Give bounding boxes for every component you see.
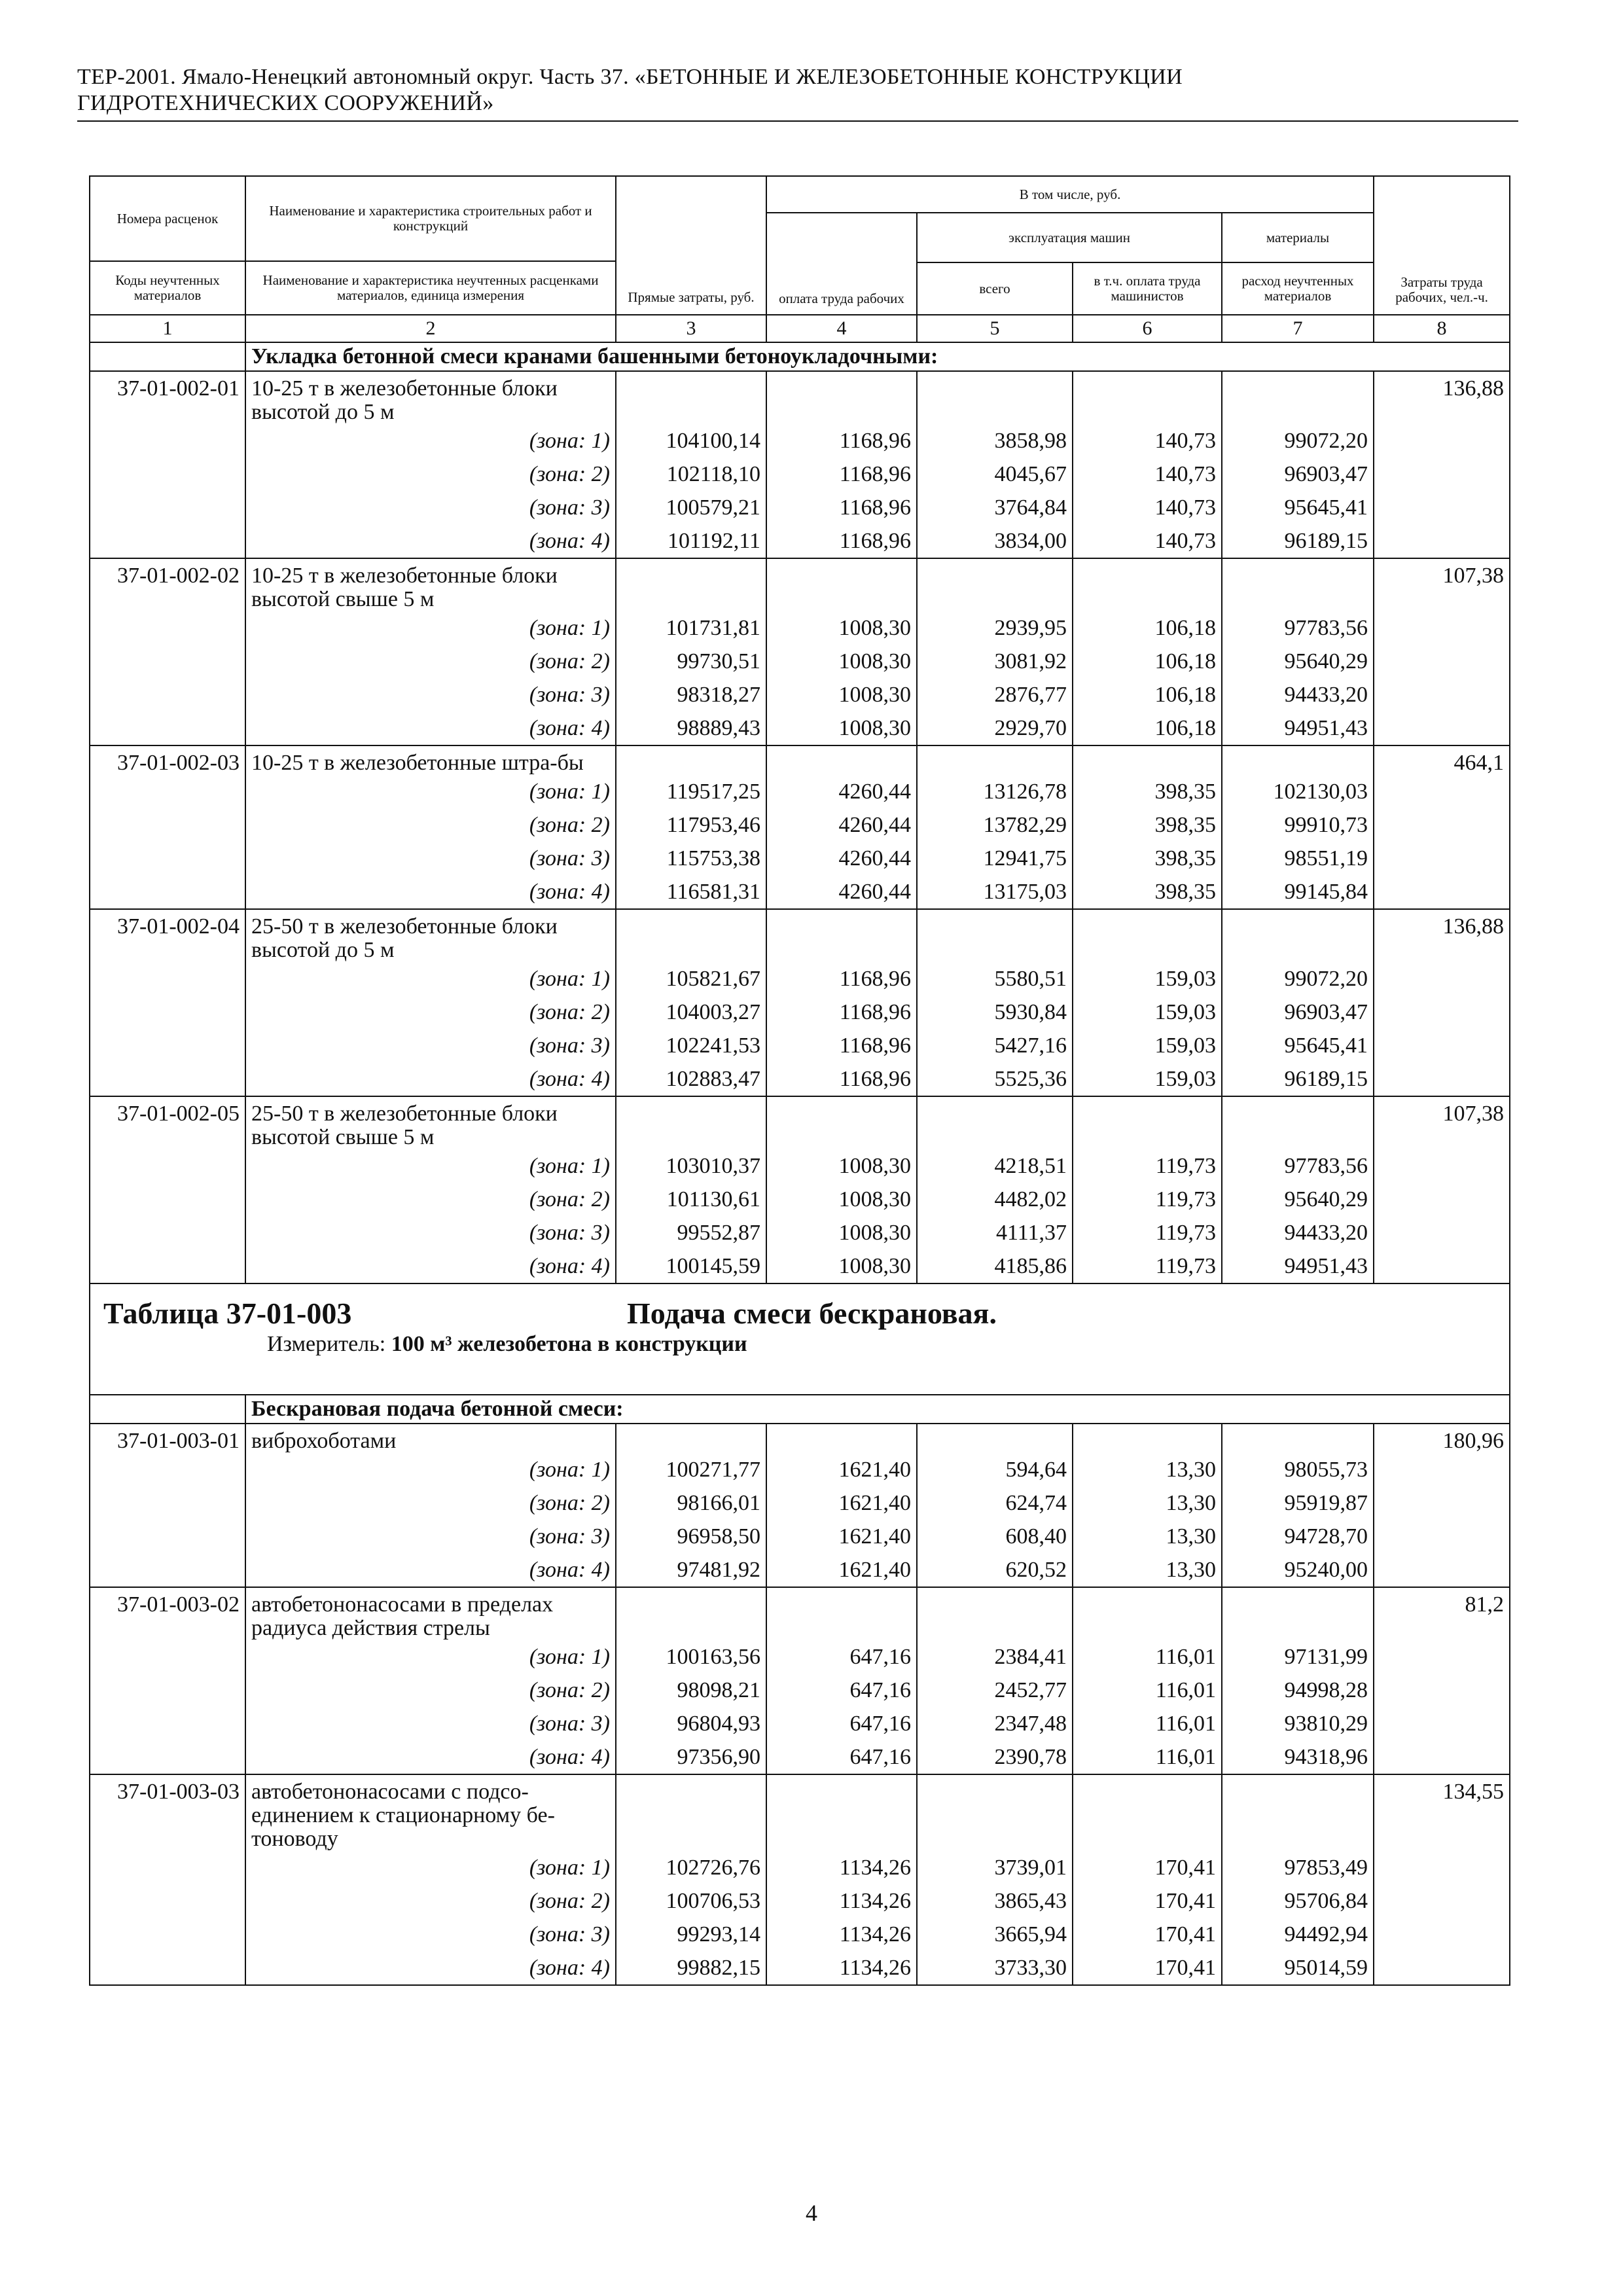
direct-cost: 101731,81 [616,611,766,645]
machines-total: 3764,84 [917,491,1073,524]
worker-pay: 1134,26 [766,1951,917,1985]
direct-cost: 100706,53 [616,1884,766,1918]
rate-description: 10-25 т в железобетонные штра-бы [245,745,616,775]
materials-cost: 95640,29 [1222,645,1374,678]
zone-row [90,491,1510,524]
machines-total: 4482,02 [917,1183,1073,1216]
operators-pay: 140,73 [1073,424,1222,457]
meter-value: 100 м³ железобетона в конструкции [391,1332,747,1356]
direct-cost: 100163,56 [616,1640,766,1674]
rate-row [90,558,1510,611]
labor-hours: 136,88 [1374,909,1510,962]
zone-label: (зона: 3) [245,1918,616,1951]
zone-row [90,645,1510,678]
machines-total: 624,74 [917,1486,1073,1520]
col7-header: расход неучтенных материалов [1222,262,1374,315]
materials-cost: 98055,73 [1222,1453,1374,1486]
operators-pay: 116,01 [1073,1674,1222,1707]
zone-row [90,808,1510,842]
zone-row [90,1486,1510,1520]
materials-cost: 94951,43 [1222,711,1374,745]
direct-cost: 96804,93 [616,1707,766,1740]
worker-pay: 1008,30 [766,1183,917,1216]
zone-label: (зона: 2) [245,996,616,1029]
col6-header: в т.ч. оплата труда машинистов [1073,262,1222,315]
worker-pay: 1168,96 [766,1062,917,1096]
machines-total: 2929,70 [917,711,1073,745]
zone-label: (зона: 3) [245,678,616,711]
materials-cost: 94318,96 [1222,1740,1374,1774]
operators-pay: 116,01 [1073,1740,1222,1774]
zone-label: (зона: 4) [245,711,616,745]
operators-pay: 119,73 [1073,1249,1222,1283]
operators-pay: 119,73 [1073,1149,1222,1183]
machines-total: 2384,41 [917,1640,1073,1674]
worker-pay: 647,16 [766,1674,917,1707]
zone-label: (зона: 1) [245,1453,616,1486]
direct-cost: 115753,38 [616,842,766,875]
col-number: 6 [1073,315,1222,342]
zone-label: (зона: 1) [245,962,616,996]
meter-line [103,1331,1496,1360]
zone-row [90,1216,1510,1249]
rate-row [90,371,1510,424]
rate-code: 37-01-002-02 [90,558,245,611]
machines-total: 13782,29 [917,808,1073,842]
zone-label: (зона: 2) [245,1183,616,1216]
machines-total: 2347,48 [917,1707,1073,1740]
direct-cost: 102241,53 [616,1029,766,1062]
direct-cost: 99730,51 [616,645,766,678]
rate-code: 37-01-002-01 [90,371,245,424]
zone-label: (зона: 1) [245,424,616,457]
zone-row [90,1249,1510,1283]
direct-cost: 117953,46 [616,808,766,842]
col-number: 2 [245,315,616,342]
direct-cost: 96958,50 [616,1520,766,1553]
machines-total: 608,40 [917,1520,1073,1553]
worker-pay: 1134,26 [766,1918,917,1951]
zone-label: (зона: 1) [245,775,616,808]
machines-total: 3865,43 [917,1884,1073,1918]
col-number: 4 [766,315,917,342]
zone-row [90,1674,1510,1707]
labor-hours: 464,1 [1374,745,1510,775]
zone-row [90,1640,1510,1674]
rate-code: 37-01-002-05 [90,1096,245,1149]
direct-cost: 103010,37 [616,1149,766,1183]
direct-cost: 98889,43 [616,711,766,745]
zone-row [90,524,1510,558]
worker-pay: 1168,96 [766,524,917,558]
operators-pay: 170,41 [1073,1851,1222,1884]
rate-row [90,1587,1510,1640]
materials-cost: 94998,28 [1222,1674,1374,1707]
materials-cost: 95645,41 [1222,1029,1374,1062]
zone-row [90,1918,1510,1951]
operators-pay: 398,35 [1073,775,1222,808]
materials-cost: 102130,03 [1222,775,1374,808]
labor-hours: 81,2 [1374,1587,1510,1640]
direct-cost: 105821,67 [616,962,766,996]
materials-cost: 96189,15 [1222,1062,1374,1096]
zone-row [90,1453,1510,1486]
worker-pay: 1168,96 [766,1029,917,1062]
worker-pay: 1168,96 [766,996,917,1029]
operators-pay: 106,18 [1073,645,1222,678]
direct-cost: 116581,31 [616,875,766,909]
machines-total: 13126,78 [917,775,1073,808]
worker-pay: 1008,30 [766,645,917,678]
machines-total: 4218,51 [917,1149,1073,1183]
worker-pay: 1168,96 [766,457,917,491]
materials-cost: 99910,73 [1222,808,1374,842]
materials-cost: 97783,56 [1222,1149,1374,1183]
materials-cost: 98551,19 [1222,842,1374,875]
labor-hours: 107,38 [1374,558,1510,611]
section-title: Укладка бетонной смеси кранами башенными бетоноукладочными: [245,342,1510,371]
materials-header: материалы [1222,213,1374,262]
operators-pay: 398,35 [1073,842,1222,875]
col-number: 7 [1222,315,1374,342]
operators-pay: 116,01 [1073,1640,1222,1674]
header-line-1: ТЕР-2001. Ямало-Ненецкий автономный округ. Часть 37. «БЕТОННЫЕ И ЖЕЛЕЗОБЕТОННЫЕ КОНСТРУКЦИИ [77,65,1183,89]
section-row [90,342,1510,371]
machines-total: 2452,77 [917,1674,1073,1707]
zone-row [90,1951,1510,1985]
machines-total: 2876,77 [917,678,1073,711]
rate-code: 37-01-003-01 [90,1424,245,1453]
operators-pay: 170,41 [1073,1951,1222,1985]
rate-description: виброхоботами [245,1424,616,1453]
zone-row [90,996,1510,1029]
labor-hours: 134,55 [1374,1774,1510,1851]
operators-pay: 13,30 [1073,1453,1222,1486]
machines-total: 3081,92 [917,645,1073,678]
zone-label: (зона: 3) [245,842,616,875]
zone-row [90,875,1510,909]
rate-code: 37-01-002-03 [90,745,245,775]
operators-pay: 119,73 [1073,1183,1222,1216]
direct-cost: 100271,77 [616,1453,766,1486]
operators-pay: 170,41 [1073,1918,1222,1951]
zone-row [90,424,1510,457]
direct-cost: 99882,15 [616,1951,766,1985]
machines-total: 4111,37 [917,1216,1073,1249]
zone-row [90,611,1510,645]
direct-cost: 104100,14 [616,424,766,457]
worker-pay: 4260,44 [766,875,917,909]
operators-pay: 116,01 [1073,1707,1222,1740]
materials-cost: 95640,29 [1222,1183,1374,1216]
zone-row [90,1520,1510,1553]
machines-total: 5580,51 [917,962,1073,996]
machines-total: 4185,86 [917,1249,1073,1283]
zone-label: (зона: 1) [245,611,616,645]
zone-row [90,1851,1510,1884]
zone-row [90,1029,1510,1062]
col4-header: оплата труда рабочих [766,213,917,315]
machines-total: 2390,78 [917,1740,1073,1774]
direct-cost: 101192,11 [616,524,766,558]
worker-pay: 4260,44 [766,808,917,842]
rate-description: 25-50 т в железобетонные блоки высотой до 5 м [245,909,616,962]
machines-total: 594,64 [917,1453,1073,1486]
worker-pay: 1008,30 [766,711,917,745]
zone-label: (зона: 4) [245,1951,616,1985]
machines-total: 5930,84 [917,996,1073,1029]
operators-pay: 159,03 [1073,1029,1222,1062]
zone-label: (зона: 4) [245,1062,616,1096]
zone-label: (зона: 4) [245,1553,616,1587]
section-row [90,1395,1510,1424]
worker-pay: 1008,30 [766,1249,917,1283]
materials-cost: 94951,43 [1222,1249,1374,1283]
header-line-2: ГИДРОТЕХНИЧЕСКИХ СООРУЖЕНИЙ» [77,91,494,115]
rate-description: 25-50 т в железобетонные блоки высотой свыше 5 м [245,1096,616,1149]
zone-row [90,1740,1510,1774]
materials-cost: 94433,20 [1222,678,1374,711]
machines-total: 3665,94 [917,1918,1073,1951]
materials-cost: 95240,00 [1222,1553,1374,1587]
materials-cost: 96903,47 [1222,996,1374,1029]
labor-hours: 107,38 [1374,1096,1510,1149]
worker-pay: 647,16 [766,1740,917,1774]
worker-pay: 1008,30 [766,678,917,711]
worker-pay: 1134,26 [766,1851,917,1884]
materials-cost: 97131,99 [1222,1640,1374,1674]
table-title-row [90,1283,1510,1395]
zone-row [90,1707,1510,1740]
materials-cost: 95645,41 [1222,491,1374,524]
zone-label: (зона: 2) [245,457,616,491]
labor-hours: 180,96 [1374,1424,1510,1453]
col8-header: Затраты труда рабочих, чел.-ч. [1374,176,1510,315]
rate-row [90,1774,1510,1851]
meter-label: Измеритель: [267,1332,386,1356]
worker-pay: 1168,96 [766,491,917,524]
worker-pay: 1134,26 [766,1884,917,1918]
col-number: 3 [616,315,766,342]
zone-row [90,1183,1510,1216]
col-number: 5 [917,315,1073,342]
direct-cost: 97481,92 [616,1553,766,1587]
materials-cost: 93810,29 [1222,1707,1374,1740]
zone-label: (зона: 2) [245,645,616,678]
materials-cost: 99145,84 [1222,875,1374,909]
machines-total: 3739,01 [917,1851,1073,1884]
zone-label: (зона: 3) [245,1520,616,1553]
zone-label: (зона: 4) [245,875,616,909]
direct-cost: 102726,76 [616,1851,766,1884]
zone-row [90,678,1510,711]
zone-label: (зона: 4) [245,1249,616,1283]
worker-pay: 647,16 [766,1707,917,1740]
machines-total: 2939,95 [917,611,1073,645]
zone-label: (зона: 2) [245,1674,616,1707]
direct-cost: 100579,21 [616,491,766,524]
operators-pay: 140,73 [1073,491,1222,524]
materials-cost: 95919,87 [1222,1486,1374,1520]
materials-cost: 96189,15 [1222,524,1374,558]
direct-cost: 99552,87 [616,1216,766,1249]
worker-pay: 1621,40 [766,1520,917,1553]
zone-row [90,457,1510,491]
materials-cost: 97853,49 [1222,1851,1374,1884]
operators-pay: 159,03 [1073,1062,1222,1096]
operators-pay: 398,35 [1073,875,1222,909]
zone-row [90,775,1510,808]
zone-row [90,1062,1510,1096]
direct-cost: 98098,21 [616,1674,766,1707]
operators-pay: 159,03 [1073,996,1222,1029]
materials-cost: 95706,84 [1222,1884,1374,1918]
col3-header: Прямые затраты, руб. [616,176,766,315]
worker-pay: 1621,40 [766,1553,917,1587]
zone-row [90,1149,1510,1183]
col2-header: Наименование и характеристика строительных работ и конструкций Наименование и характеристика неучтенных расценками материалов, единица измерения [245,176,616,315]
operators-pay: 140,73 [1073,524,1222,558]
materials-cost: 94433,20 [1222,1216,1374,1249]
direct-cost: 119517,25 [616,775,766,808]
col-number: 8 [1374,315,1510,342]
zone-label: (зона: 4) [245,1740,616,1774]
operators-pay: 398,35 [1073,808,1222,842]
zone-label: (зона: 2) [245,808,616,842]
page-header [77,64,1518,122]
machines-total: 12941,75 [917,842,1073,875]
zone-label: (зона: 3) [245,1707,616,1740]
table-number: Таблица 37-01-003 [103,1297,352,1330]
direct-cost: 99293,14 [616,1918,766,1951]
zone-label: (зона: 3) [245,1029,616,1062]
direct-cost: 102118,10 [616,457,766,491]
rate-description: 10-25 т в железобетонные блоки высотой до 5 м [245,371,616,424]
worker-pay: 1008,30 [766,1149,917,1183]
labor-hours: 136,88 [1374,371,1510,424]
table-title: Подача смеси бескрановая. [627,1297,997,1330]
operators-pay: 13,30 [1073,1520,1222,1553]
zone-label: (зона: 3) [245,1216,616,1249]
materials-cost: 94728,70 [1222,1520,1374,1553]
machines-total: 620,52 [917,1553,1073,1587]
zone-row [90,1884,1510,1918]
worker-pay: 1008,30 [766,1216,917,1249]
direct-cost: 98166,01 [616,1486,766,1520]
materials-cost: 99072,20 [1222,962,1374,996]
worker-pay: 4260,44 [766,775,917,808]
page-number: 4 [806,2200,817,2226]
worker-pay: 1008,30 [766,611,917,645]
materials-cost: 99072,20 [1222,424,1374,457]
zone-label: (зона: 2) [245,1486,616,1520]
rate-code: 37-01-003-02 [90,1587,245,1640]
operators-pay: 140,73 [1073,457,1222,491]
rates-table [89,175,1510,1986]
rate-row [90,909,1510,962]
machines-total: 5525,36 [917,1062,1073,1096]
operators-pay: 106,18 [1073,678,1222,711]
operators-pay: 106,18 [1073,611,1222,645]
worker-pay: 1168,96 [766,962,917,996]
zone-label: (зона: 1) [245,1640,616,1674]
machines-total: 13175,03 [917,875,1073,909]
rate-row [90,745,1510,775]
direct-cost: 104003,27 [616,996,766,1029]
rate-description: 10-25 т в железобетонные блоки высотой свыше 5 м [245,558,616,611]
operators-pay: 106,18 [1073,711,1222,745]
materials-cost: 95014,59 [1222,1951,1374,1985]
worker-pay: 1621,40 [766,1453,917,1486]
column-numbers-row [90,315,1510,342]
zone-label: (зона: 4) [245,524,616,558]
worker-pay: 4260,44 [766,842,917,875]
direct-cost: 100145,59 [616,1249,766,1283]
section-title: Бескрановая подача бетонной смеси: [245,1395,1510,1424]
rate-code: 37-01-003-03 [90,1774,245,1851]
operators-pay: 13,30 [1073,1486,1222,1520]
operators-pay: 119,73 [1073,1216,1222,1249]
operators-pay: 159,03 [1073,962,1222,996]
materials-cost: 94492,94 [1222,1918,1374,1951]
rate-description: автобетононасосами с подсо-единением к стационарному бе-тоноводу [245,1774,616,1851]
machines-total: 3733,30 [917,1951,1073,1985]
rate-code: 37-01-002-04 [90,909,245,962]
zone-row [90,962,1510,996]
zone-label: (зона: 3) [245,491,616,524]
machines-total: 3834,00 [917,524,1073,558]
direct-cost: 102883,47 [616,1062,766,1096]
worker-pay: 1168,96 [766,424,917,457]
zone-row [90,1553,1510,1587]
rate-row [90,1424,1510,1453]
machines-total: 3858,98 [917,424,1073,457]
zone-label: (зона: 2) [245,1884,616,1918]
col1-header: Номера расценок Коды неучтенных материалов [90,176,245,315]
zone-label: (зона: 1) [245,1851,616,1884]
worker-pay: 647,16 [766,1640,917,1674]
direct-cost: 98318,27 [616,678,766,711]
worker-pay: 1621,40 [766,1486,917,1520]
operators-pay: 170,41 [1073,1884,1222,1918]
zone-label: (зона: 1) [245,1149,616,1183]
col-number: 1 [90,315,245,342]
materials-cost: 96903,47 [1222,457,1374,491]
machines-total: 4045,67 [917,457,1073,491]
rate-row [90,1096,1510,1149]
machines-total: 5427,16 [917,1029,1073,1062]
materials-cost: 97783,56 [1222,611,1374,645]
zone-row [90,711,1510,745]
including-header: В том числе, руб. [766,176,1374,213]
col5-header: всего [917,262,1073,315]
operators-pay: 13,30 [1073,1553,1222,1587]
direct-cost: 101130,61 [616,1183,766,1216]
rate-description: автобетононасосами в пределах радиуса действия стрелы [245,1587,616,1640]
direct-cost: 97356,90 [616,1740,766,1774]
zone-row [90,842,1510,875]
machines-header: эксплуатация машин [917,213,1222,262]
